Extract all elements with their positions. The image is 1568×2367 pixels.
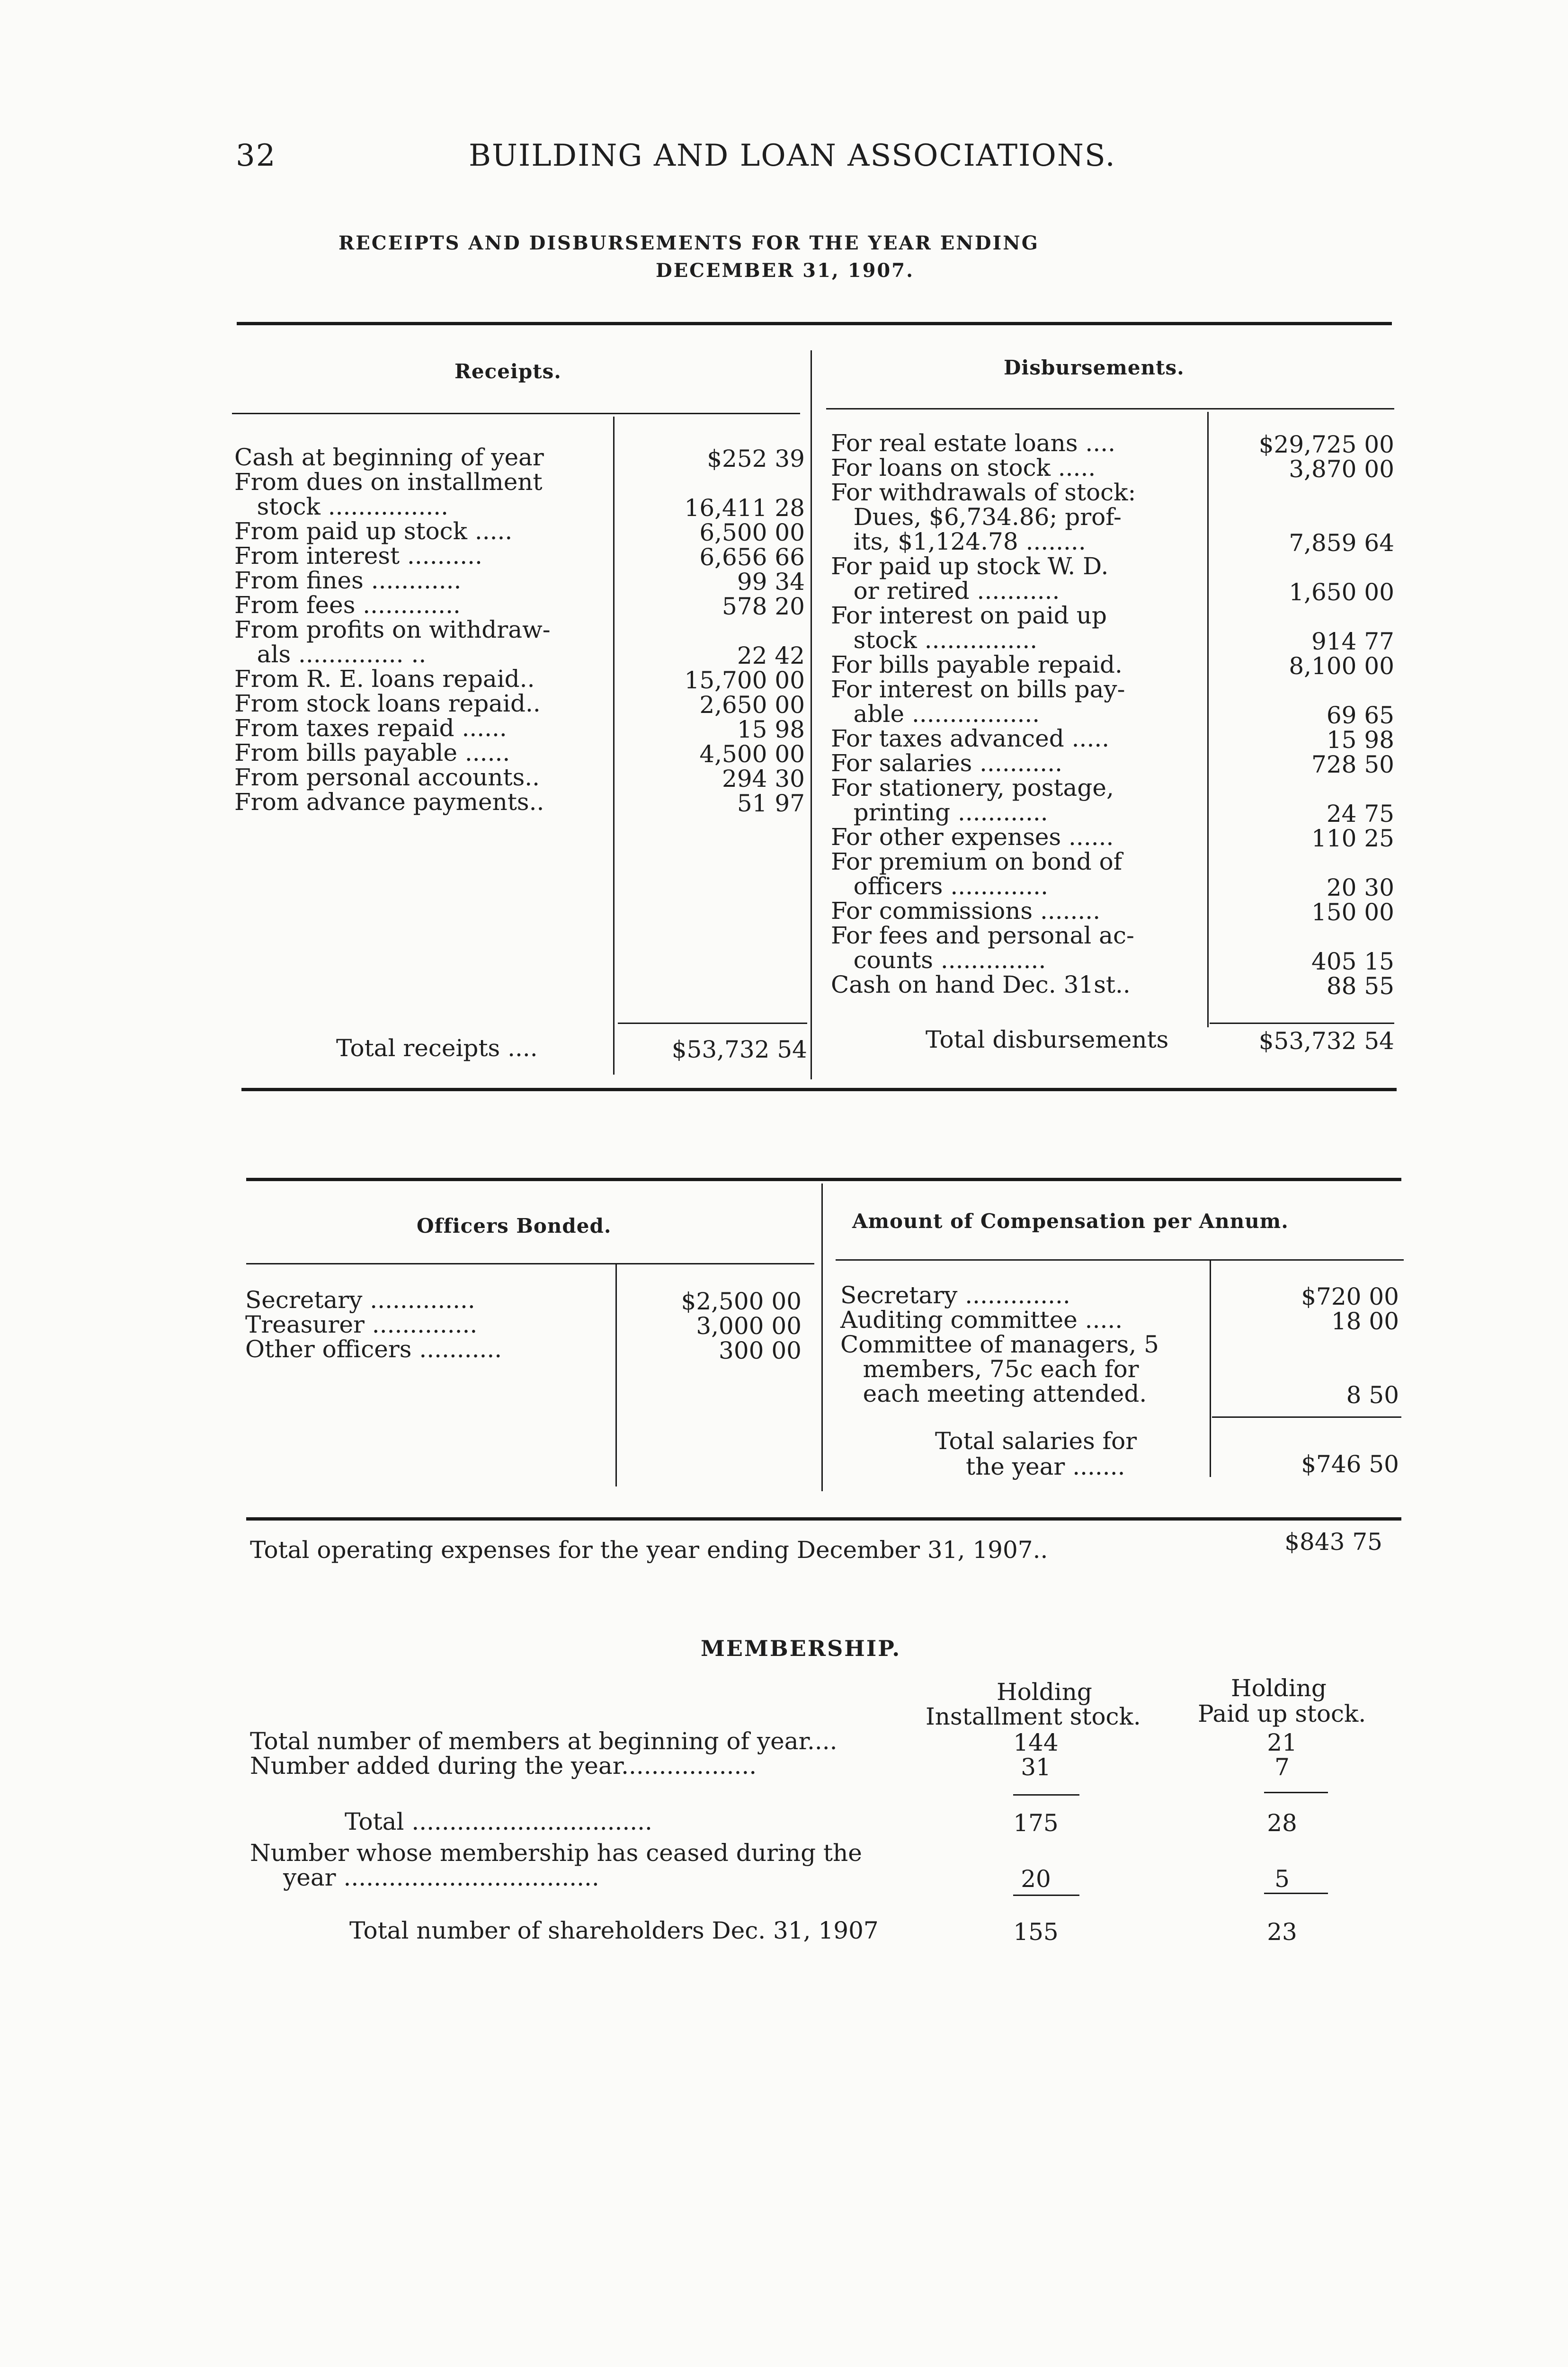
membership-row (250, 1727, 1396, 1756)
receipts-label: als .............. .. (234, 641, 427, 668)
compensation-label: Committee of managers, 5 (840, 1331, 1159, 1358)
compensation-amount: $720 00 (1301, 1283, 1399, 1310)
officers-bonded-heading: Officers Bonded. (417, 1214, 612, 1237)
compensation-row (840, 1380, 1408, 1409)
receipts-label: Cash at beginning of year (234, 444, 544, 471)
disbursements-row (831, 799, 1394, 828)
membership-col1-head-2: Installment stock. (926, 1703, 1141, 1730)
receipts-label: From taxes repaid ...... (234, 714, 507, 742)
officers-center-divider (821, 1184, 823, 1491)
disbursements-label: officers ............. (831, 872, 1048, 900)
disbursements-row (831, 823, 1394, 852)
receipts-heading: Receipts. (454, 360, 561, 383)
disbursements-label: For premium on bond of (831, 848, 1123, 875)
disbursements-label: stock ............... (831, 626, 1038, 654)
disbursements-amount: 150 00 (1311, 899, 1394, 926)
disbursements-total-label: Total disbursements (926, 1026, 1169, 1053)
receipts-label: stock ................ (234, 493, 449, 520)
compensation-row (840, 1283, 1408, 1308)
membership-paidup-count: 5 (1274, 1865, 1290, 1893)
disbursements-amount: 20 30 (1326, 874, 1394, 901)
disbursements-label: its, $1,124.78 ........ (831, 528, 1086, 555)
officers-bonded-amount: $2,500 00 (681, 1288, 802, 1315)
disbursements-total-amount: $53,732 54 (1258, 1027, 1394, 1055)
receipts-amount: 6,500 00 (699, 519, 805, 546)
compensation-total-label-2: the year ....... (966, 1453, 1125, 1480)
disbursements-label: counts .............. (831, 946, 1046, 974)
disbursements-amount: 3,870 00 (1289, 455, 1394, 483)
disbursements-amount-divider (1207, 412, 1209, 1027)
receipts-amount: 51 97 (737, 790, 805, 817)
receipts-amount: 15,700 00 (684, 667, 805, 694)
disbursements-row (831, 946, 1394, 975)
receipts-label: From interest .......... (234, 542, 482, 570)
statement-title-line1: RECEIPTS AND DISBURSEMENTS FOR THE YEAR ENDING (339, 232, 1039, 254)
disbursements-amount: 7,859 64 (1289, 529, 1394, 557)
receipts-amount: 99 34 (737, 568, 805, 596)
receipts-row (234, 665, 805, 694)
disbursements-row (831, 700, 1394, 729)
receipts-row (234, 493, 805, 522)
membership-paidup-count: 7 (1274, 1753, 1290, 1781)
disbursements-row (831, 725, 1394, 754)
membership-col1-head-1: Holding (997, 1678, 1092, 1706)
membership-paidup-count: 21 (1267, 1729, 1297, 1756)
receipts-label: From fines ............ (234, 567, 462, 594)
disbursements-row (831, 923, 1200, 948)
table-bottom-rule (241, 1088, 1397, 1091)
disbursements-label: able ................. (831, 700, 1040, 728)
receipts-row (234, 739, 805, 768)
compensation-label: each meeting attended. (840, 1380, 1147, 1407)
disbursements-row (831, 554, 1200, 578)
officers-bonded-row (245, 1335, 813, 1364)
compensation-heading: Amount of Compensation per Annum. (852, 1210, 1289, 1233)
operating-expenses-amount: $843 75 (1284, 1528, 1382, 1556)
receipts-row (234, 641, 805, 669)
disbursements-amount: 15 98 (1326, 726, 1394, 754)
receipts-amount: $252 39 (707, 445, 805, 472)
disbursements-row (831, 677, 1200, 702)
disbursements-label: For loans on stock ..... (831, 454, 1096, 481)
compensation-label: Auditing committee ..... (840, 1306, 1123, 1334)
receipts-row (234, 470, 613, 494)
disbursements-amount: 88 55 (1326, 972, 1394, 1000)
receipts-label: From profits on withdraw- (234, 616, 551, 643)
officers-bonded-label: Secretary .............. (245, 1286, 475, 1314)
disbursements-row (831, 454, 1394, 483)
membership-total-rule-paid (1264, 1792, 1328, 1793)
membership-label: year .................................. (283, 1864, 599, 1891)
disbursements-row (831, 849, 1200, 874)
receipts-amount: 22 42 (737, 642, 805, 669)
membership-installment-count: 175 (1013, 1809, 1059, 1837)
disbursements-amount: 1,650 00 (1289, 578, 1394, 606)
disbursements-amount: 69 65 (1326, 702, 1394, 729)
compensation-amount: 8 50 (1346, 1381, 1399, 1409)
disbursements-label: For bills payable repaid. (831, 651, 1123, 678)
disbursements-label: printing ............ (831, 799, 1048, 826)
receipts-amount: 4,500 00 (699, 740, 805, 768)
membership-row (250, 1841, 1396, 1865)
officers-bottom-rule (246, 1517, 1401, 1521)
disbursements-label: Dues, $6,734.86; prof- (831, 503, 1122, 531)
compensation-total-amount: $746 50 (1301, 1450, 1399, 1478)
membership-installment-count: 20 (1021, 1865, 1051, 1893)
officers-bonded-label: Treasurer .............. (245, 1311, 478, 1338)
officers-bonded-amount: 300 00 (719, 1337, 802, 1364)
disbursements-label: For stationery, postage, (831, 774, 1114, 801)
disbursements-label: For other expenses ...... (831, 823, 1114, 851)
membership-paidup-count: 28 (1267, 1809, 1297, 1837)
disbursements-row (831, 505, 1200, 529)
membership-col2-head-2: Paid up stock. (1198, 1700, 1366, 1727)
officers-heading-rule (246, 1263, 814, 1264)
receipts-label: From fees ............. (234, 591, 461, 619)
membership-row (250, 1752, 1396, 1781)
statement-title-line2: DECEMBER 31, 1907. (656, 259, 915, 282)
page-number: 32 (236, 138, 276, 173)
disbursements-row (831, 872, 1394, 901)
operating-expenses-label: Total operating expenses for the year ending December 31, 1907.. (250, 1536, 1048, 1564)
membership-installment-count: 31 (1021, 1753, 1051, 1781)
receipts-amount: 294 30 (722, 765, 805, 792)
table-top-rule (237, 322, 1392, 325)
membership-label: Number whose membership has ceased during the (250, 1839, 862, 1867)
membership-label: Total number of shareholders Dec. 31, 1907 (349, 1917, 879, 1944)
disbursements-row (831, 651, 1394, 680)
membership-paidup-count: 23 (1267, 1918, 1297, 1946)
disbursements-amount: 110 25 (1311, 825, 1394, 852)
disbursements-heading-rule (826, 408, 1394, 409)
receipts-row (234, 542, 805, 571)
disbursements-row (831, 749, 1394, 778)
receipts-amount: 15 98 (737, 716, 805, 743)
receipts-total-rule (618, 1023, 807, 1024)
disbursements-label: For interest on paid up (831, 602, 1107, 629)
compensation-total-label-1: Total salaries for (935, 1427, 1137, 1455)
compensation-label: members, 75c each for (840, 1355, 1139, 1383)
receipts-label: From advance payments.. (234, 788, 544, 816)
membership-heading: MEMBERSHIP. (701, 1636, 901, 1661)
receipts-label: From bills payable ...... (234, 739, 510, 766)
table-center-divider (811, 350, 812, 1079)
officers-bonded-label: Other officers ........... (245, 1335, 502, 1363)
running-head: BUILDING AND LOAN ASSOCIATIONS. (469, 138, 1116, 173)
officers-bonded-row (245, 1286, 813, 1315)
receipts-label: From stock loans repaid.. (234, 690, 541, 717)
officers-bonded-amount: 3,000 00 (696, 1312, 802, 1340)
membership-row (250, 1917, 1396, 1946)
disbursements-label: For commissions ........ (831, 897, 1101, 925)
disbursements-row (831, 429, 1394, 458)
compensation-row (840, 1357, 1408, 1381)
receipts-row (234, 788, 805, 817)
disbursements-row (831, 971, 1394, 1000)
membership-installment-count: 144 (1013, 1729, 1059, 1756)
receipts-total-label: Total receipts .... (336, 1034, 538, 1062)
disbursements-label: For paid up stock W. D. (831, 552, 1109, 580)
compensation-row (840, 1306, 1408, 1335)
receipts-row (234, 764, 805, 792)
receipts-label: From personal accounts.. (234, 764, 540, 791)
receipts-amount: 16,411 28 (684, 494, 805, 522)
membership-col2-head-1: Holding (1231, 1674, 1327, 1702)
membership-installment-count: 155 (1013, 1918, 1059, 1946)
receipts-total-amount: $53,732 54 (671, 1036, 807, 1063)
disbursements-label: For fees and personal ac- (831, 922, 1134, 949)
membership-row (250, 1864, 1396, 1893)
receipts-heading-rule (232, 413, 800, 414)
compensation-heading-rule (836, 1259, 1404, 1261)
disbursements-label: or retired ........... (831, 577, 1060, 605)
disbursements-label: Cash on hand Dec. 31st.. (831, 971, 1131, 998)
disbursements-amount: 24 75 (1326, 800, 1394, 828)
receipts-label: From dues on installment (234, 468, 543, 496)
membership-label: Number added during the year.................. (250, 1752, 757, 1780)
compensation-total-rule (1212, 1416, 1401, 1418)
disbursements-row (831, 603, 1200, 628)
officers-bonded-row (245, 1311, 813, 1340)
receipts-amount-divider (613, 417, 615, 1075)
disbursements-amount: 405 15 (1311, 948, 1394, 975)
disbursements-row (831, 577, 1394, 606)
receipts-row (234, 591, 805, 620)
membership-label: Total number of members at beginning of year.... (250, 1727, 837, 1755)
receipts-amount: 578 20 (722, 593, 805, 620)
receipts-row (234, 517, 805, 546)
receipts-row (234, 444, 805, 472)
compensation-row (840, 1332, 1408, 1357)
disbursements-label: For interest on bills pay- (831, 676, 1125, 703)
receipts-amount: 6,656 66 (699, 543, 805, 571)
receipts-row (234, 690, 805, 719)
receipts-row (234, 617, 613, 642)
disbursements-label: For withdrawals of stock: (831, 479, 1136, 506)
disbursements-row (831, 626, 1394, 655)
officers-top-rule (246, 1178, 1401, 1181)
disbursements-row (831, 897, 1394, 926)
membership-row (250, 1808, 1396, 1837)
receipts-row (234, 567, 805, 596)
disbursements-label: For real estate loans .... (831, 429, 1116, 457)
disbursements-amount: 914 77 (1311, 628, 1394, 655)
disbursements-amount: 728 50 (1311, 751, 1394, 778)
membership-final-rule-inst (1013, 1895, 1079, 1896)
receipts-label: From paid up stock ..... (234, 517, 513, 545)
membership-final-rule-paid (1264, 1893, 1328, 1894)
disbursements-label: For taxes advanced ..... (831, 725, 1110, 752)
disbursements-row (831, 775, 1200, 800)
membership-total-rule-inst (1013, 1794, 1079, 1796)
receipts-amount: 2,650 00 (699, 691, 805, 719)
receipts-label: From R. E. loans repaid.. (234, 665, 535, 693)
disbursements-amount: $29,725 00 (1258, 431, 1394, 458)
disbursements-heading: Disbursements. (1004, 356, 1185, 379)
disbursements-amount: 8,100 00 (1289, 652, 1394, 680)
receipts-row (234, 714, 805, 743)
compensation-label: Secretary .............. (840, 1281, 1070, 1309)
disbursements-label: For salaries ........... (831, 749, 1062, 777)
membership-label: Total ................................ (345, 1808, 652, 1835)
disbursements-row (831, 480, 1200, 505)
disbursements-row (831, 528, 1394, 557)
disbursements-total-rule (1210, 1023, 1394, 1024)
compensation-amount: 18 00 (1331, 1308, 1399, 1335)
